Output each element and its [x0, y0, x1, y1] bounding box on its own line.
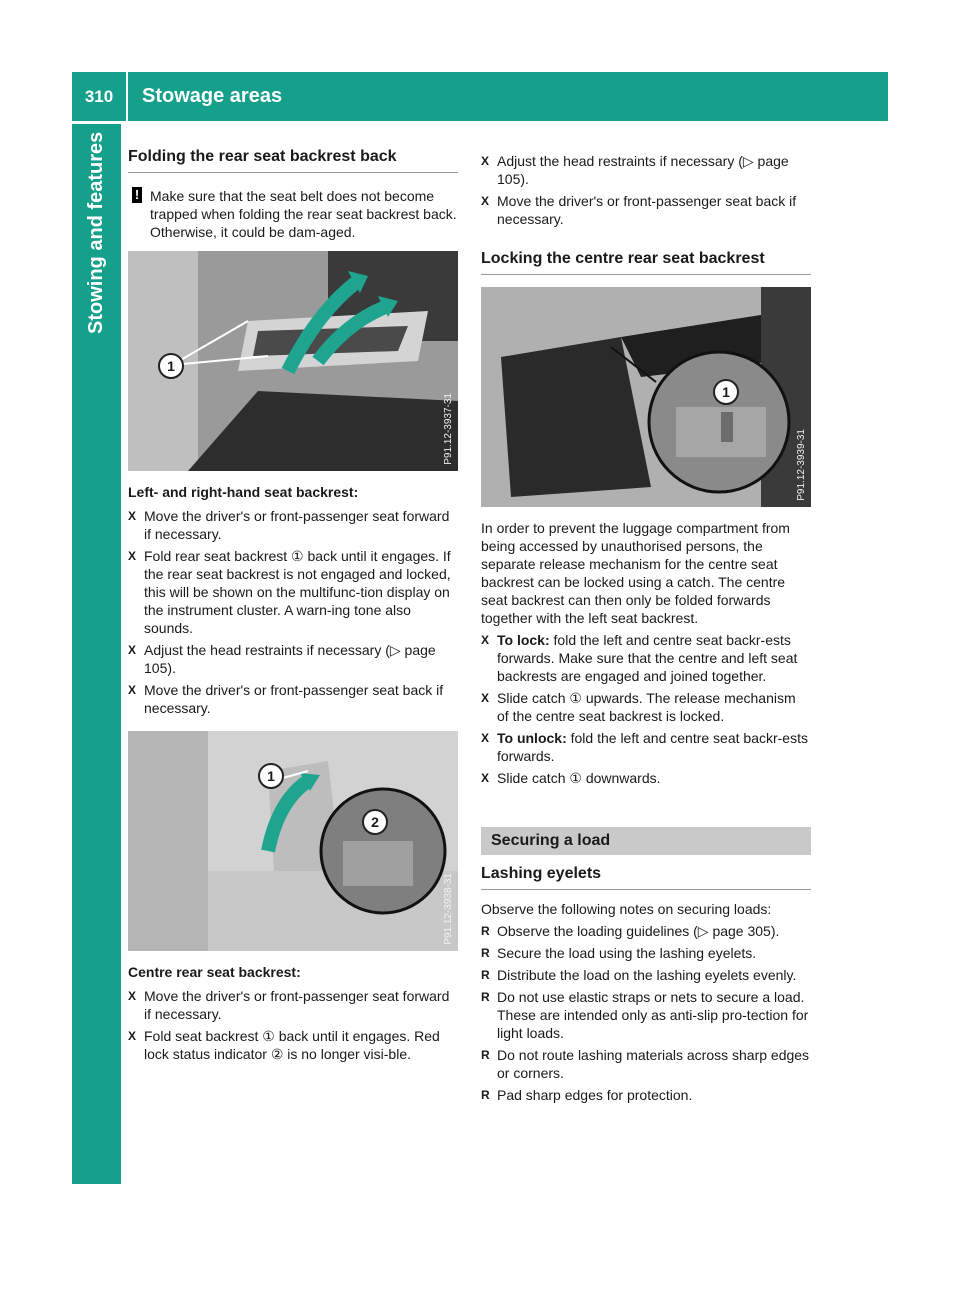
bullet-marker: R	[481, 968, 490, 982]
section-heading-folding: Folding the rear seat backrest back	[128, 148, 458, 173]
step-marker: X	[128, 643, 137, 657]
list-text: Observe the loading guidelines (▷ page 305).	[497, 923, 780, 939]
step-item	[128, 1027, 458, 1063]
callout-1: 1	[258, 763, 284, 789]
step-marker: X	[481, 691, 490, 705]
page-number: 310	[72, 72, 126, 121]
list-text: Do not use elastic straps or nets to secure a load. These are intended only as anti-slip pro-tection for light loads.	[497, 989, 809, 1041]
chapter-title: Stowage areas	[128, 72, 888, 121]
step-text: Move the driver's or front-passenger seat back if necessary.	[144, 682, 444, 716]
right-column	[481, 148, 811, 1108]
step-marker: X	[481, 194, 490, 208]
list-text: Distribute the load on the lashing eyelets evenly.	[497, 967, 797, 983]
callout-1: 1	[158, 353, 184, 379]
photo-centre-seat-fold	[128, 731, 458, 951]
step-marker: X	[481, 154, 490, 168]
notes-intro: Observe the following notes on securing loads:	[481, 901, 772, 917]
left-column	[128, 148, 458, 1067]
list-item	[481, 966, 811, 984]
step-marker: X	[128, 509, 137, 523]
photo-centre-lock	[481, 287, 811, 507]
step-item	[128, 547, 458, 637]
bullet-marker: R	[481, 946, 490, 960]
step-item	[481, 689, 811, 725]
step-item	[481, 631, 811, 685]
photo-rear-seat-fold	[128, 251, 458, 471]
photo-code: P91.12-3939-31	[796, 429, 807, 501]
step-text: Fold seat backrest ① back until it engages. Red lock status indicator ② is no longer visi-ble.	[144, 1028, 440, 1062]
subheading-centre: Centre rear seat backrest:	[128, 964, 301, 980]
section-heading-locking: Locking the centre rear seat backrest	[481, 250, 811, 275]
bullet-marker: R	[481, 1048, 490, 1062]
warning-icon: !	[132, 187, 142, 203]
step-text: Adjust the head restraints if necessary (▷ page 105).	[144, 642, 436, 676]
bullet-marker: R	[481, 924, 490, 938]
step-item	[128, 641, 458, 677]
callout-1: 1	[713, 379, 739, 405]
bullet-marker: R	[481, 990, 490, 1004]
step-text: Move the driver's or front-passenger seat forward if necessary.	[144, 508, 450, 542]
photo-code: P91.12-3937-31	[443, 393, 454, 465]
photo-code: P91.12-3938-31	[443, 873, 454, 945]
list-item	[481, 922, 811, 940]
list-text: Secure the load using the lashing eyelets.	[497, 945, 757, 961]
section-heading-lashing: Lashing eyelets	[481, 865, 811, 890]
step-marker: X	[128, 1029, 137, 1043]
lock-text: fold the left and centre seat backr-ests forwards. Make sure that the centre and left seat backrests are engaged and joined together.	[497, 632, 798, 684]
side-tab-label: Stowing and features	[85, 132, 107, 335]
step-marker: X	[128, 683, 137, 697]
step-text: Fold rear seat backrest ① back until it engages. If the rear seat backrest is not engaged and locked, this will be shown on the multifunc-tion display on the instrument cluster. A warn-ing tone also sounds.	[144, 548, 451, 636]
photo-centre-seat-fold-image	[128, 731, 458, 951]
step-item	[481, 192, 811, 228]
step-marker: X	[128, 549, 137, 563]
step-marker: X	[481, 771, 490, 785]
step-item	[481, 152, 811, 188]
step-text: Move the driver's or front-passenger seat back if necessary.	[497, 193, 797, 227]
step-item	[128, 681, 458, 717]
section-band-securing: Securing a load	[481, 827, 811, 855]
unlock-label: To unlock:	[497, 730, 567, 746]
step-text: Move the driver's or front-passenger seat forward if necessary.	[144, 988, 450, 1022]
callout-2: 2	[362, 809, 388, 835]
step-text: Slide catch ① downwards.	[497, 770, 661, 786]
list-item	[481, 1046, 811, 1082]
photo-centre-lock-image	[481, 287, 811, 507]
unlock-text: fold the left and centre seat backr-ests forwards.	[497, 730, 808, 764]
warning-text: Make sure that the seat belt does not become trapped when folding the rear seat backrest back. Otherwise, it could be dam-aged.	[150, 188, 457, 240]
step-item	[128, 507, 458, 543]
step-marker: X	[128, 989, 137, 1003]
list-text: Do not route lashing materials across sharp edges or corners.	[497, 1047, 810, 1081]
step-marker: X	[481, 731, 490, 745]
list-item	[481, 1086, 811, 1104]
list-item	[481, 988, 811, 1042]
subheading-left-right: Left- and right-hand seat backrest:	[128, 484, 359, 500]
warning-note	[128, 187, 458, 241]
step-item	[128, 987, 458, 1023]
lock-intro: In order to prevent the luggage compartment from being accessed by unauthorised persons, the separate release mechanism for the centre seat backrest can be locked using a catch. The centre seat backrest can then only be folded forwards together with the left seat backrest.	[481, 520, 790, 626]
step-text: Slide catch ① upwards. The release mechanism of the centre seat backrest is locked.	[497, 690, 796, 724]
lock-label: To lock:	[497, 632, 550, 648]
list-item	[481, 944, 811, 962]
bullet-marker: R	[481, 1088, 490, 1102]
step-text: Adjust the head restraints if necessary (▷ page 105).	[497, 153, 789, 187]
step-marker: X	[481, 633, 490, 647]
step-item	[481, 729, 811, 765]
list-text: Pad sharp edges for protection.	[497, 1087, 693, 1103]
step-item	[481, 769, 811, 787]
